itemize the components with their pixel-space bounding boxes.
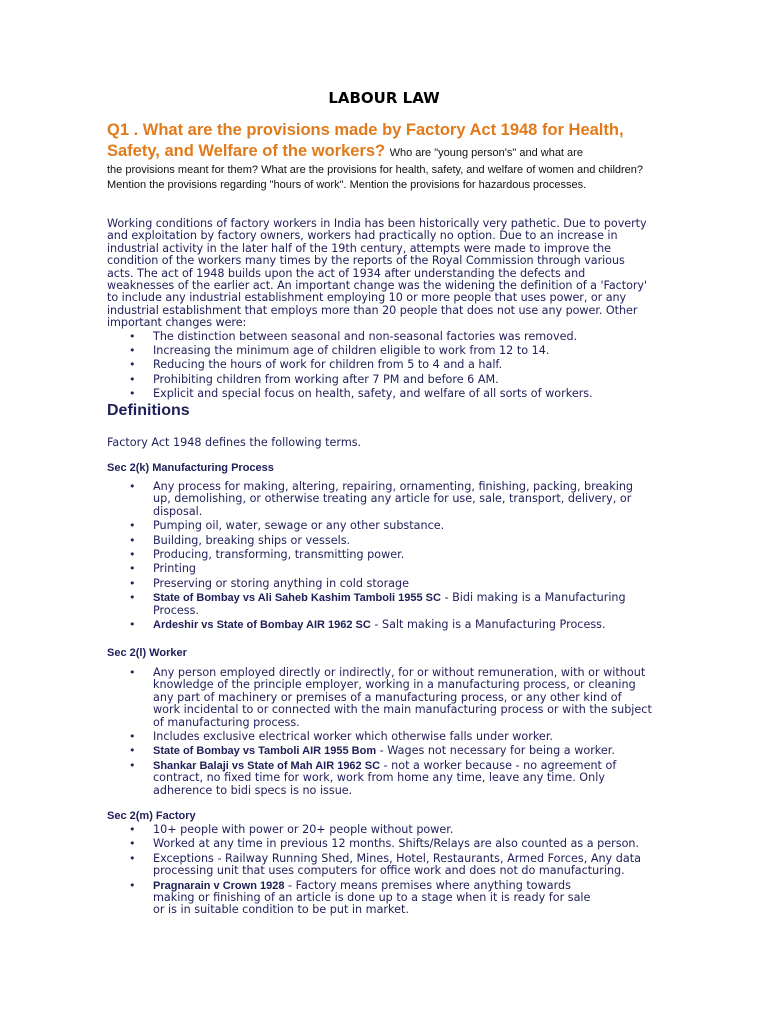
definitions-intro: Factory Act 1948 defines the following terms. [107, 436, 362, 449]
changes-list [107, 331, 667, 400]
case-item: • State of Bombay vs Ali Saheb Kashim Tamboli 1955 SC - Bidi making is a Manufacturing Process. [129, 591, 626, 617]
definitions-heading: Definitions [107, 402, 190, 419]
bullet-icon: • [129, 823, 136, 836]
bullet-icon: • [129, 618, 136, 632]
list-item: • Any process for making, altering, repairing, ornamenting, finishing, packing, breaking up, demolishing, or otherwise treating any article for use, sale, transport, delivery, or disposal. [129, 480, 634, 518]
case-item: • Pragnarain v Crown 1928 - Factory means premises where anything towards making or finishing of an article is done up to a stage when it is ready for sale or is in suitable condition to be put in market. [129, 878, 591, 917]
bullet-icon: • [129, 386, 136, 400]
case-name: State of Bombay vs Ali Saheb Kashim Tamboli 1955 SC [153, 592, 441, 605]
bullet-icon: • [129, 548, 136, 562]
case-name: Pragnarain v Crown 1928 [153, 879, 285, 892]
sec-2k-heading: Sec 2(k) Manufacturing Process [107, 462, 274, 474]
bullet-icon: • [129, 533, 136, 547]
bullet-icon: • [129, 744, 136, 758]
bullet-icon: • [129, 358, 136, 372]
question-inline-text: Who are "young person's" and what are [389, 147, 583, 159]
case-item: • State of Bombay vs Tamboli AIR 1955 Bom - Wages not necessary for being a worker. [129, 744, 615, 758]
bullet-icon: • [129, 372, 136, 386]
question-heading: Q1 . What are the provisions made by Factory Act 1948 for Health, Safety, and Welfare of the workers? [107, 121, 624, 160]
list-item: • Includes exclusive electrical worker which otherwise falls under worker. [129, 730, 553, 744]
list-item: • Producing, transforming, transmitting power. [129, 548, 405, 562]
bullet-icon: • [129, 562, 136, 576]
sec-2k-list [107, 481, 652, 631]
sec-2m-heading: Sec 2(m) Factory [107, 810, 196, 822]
list-item: • The distinction between seasonal and non-seasonal factories was removed. [129, 330, 578, 343]
bullet-icon: • [129, 576, 136, 590]
bullet-icon: • [129, 330, 136, 343]
sec-2m-list [107, 824, 667, 917]
list-item: • Any person employed directly or indirectly, for or without remuneration, with or without knowledge of the principle employer, working in a manufacturing process, or cleaning any part of machinery or premises of a manufacturing process, or any other kind of work incidental to or connected with the main manufacturing process or with the subject of manufacturing process. [129, 666, 652, 729]
list-item: • Exceptions - Railway Running Shed, Mines, Hotel, Restaurants, Armed Forces, Any data processing unit that uses computers for office work and does not do manufacturing. [129, 851, 641, 878]
list-item: • Worked at any time in previous 12 months. Shifts/Relays are also counted as a person. [129, 837, 640, 851]
list-item: • Reducing the hours of work for children from 5 to 4 and a half. [129, 358, 503, 372]
bullet-icon: • [129, 758, 136, 772]
sec-2l-heading: Sec 2(l) Worker [107, 647, 187, 659]
sec-2l-list [107, 667, 652, 797]
bullet-icon: • [129, 480, 136, 493]
list-item: • Building, breaking ships or vessels. [129, 533, 351, 547]
bullet-icon: • [129, 878, 136, 892]
bullet-icon: • [129, 851, 136, 865]
list-item: • 10+ people with power or 20+ people without power. [129, 823, 454, 836]
bullet-icon: • [129, 344, 136, 358]
list-item: • Printing [129, 562, 197, 576]
list-item: • Preserving or storing anything in cold storage [129, 576, 410, 590]
bullet-icon: • [129, 666, 136, 679]
case-name: Shankar Balaji vs State of Mah AIR 1962 SC [153, 759, 381, 772]
bullet-icon: • [129, 591, 136, 605]
bullet-icon: • [129, 519, 136, 533]
list-item: • Explicit and special focus on health, safety, and welfare of all sorts of workers. [129, 386, 593, 400]
case-item: • Shankar Balaji vs State of Mah AIR 1962 SC - not a worker because - no agreement of contract, no fixed time for work, work from home any time, leave any time. Only adherence to bidi specs is no issue. [129, 758, 617, 797]
list-item: • Increasing the minimum age of children eligible to work from 12 to 14. [129, 344, 550, 358]
case-item: • Ardeshir vs State of Bombay AIR 1962 SC - Salt making is a Manufacturing Process. [129, 618, 606, 632]
question-block [107, 120, 667, 192]
bullet-icon: • [129, 730, 136, 744]
list-item: • Pumping oil, water, sewage or any other substance. [129, 519, 445, 533]
intro-paragraph: Working conditions of factory workers in India has been historically very pathetic. Due to poverty and exploitation by factory owners, workers had practically no option. Due to an increase in industrial activity in the later half of the 19th century, attempts were made to improve the condition of the workers many times by the reports of the Royal Commission through various acts. The act of 1948 builds upon the act of 1934 after understanding the defects and weaknesses of the earlier act. An important change was the widening the definition of a 'Factory' to include any industrial establishment employing 10 or more people that uses power, or any industrial establishment that employs more than 20 people that does not use any power. Other important changes were: [107, 217, 648, 330]
question-rest-text: the provisions meant for them? What are the provisions for health, safety, and welfare of women and children? Mention the provisions regarding "hours of work". Mention the provisions for hazardous processes. [107, 164, 644, 191]
case-name: Ardeshir vs State of Bombay AIR 1962 SC [153, 619, 371, 632]
case-name: State of Bombay vs Tamboli AIR 1955 Bom [153, 745, 377, 758]
list-item: • Prohibiting children from working after 7 PM and before 6 AM. [129, 372, 499, 386]
document-title: LABOUR LAW [328, 89, 440, 107]
bullet-icon: • [129, 837, 136, 851]
